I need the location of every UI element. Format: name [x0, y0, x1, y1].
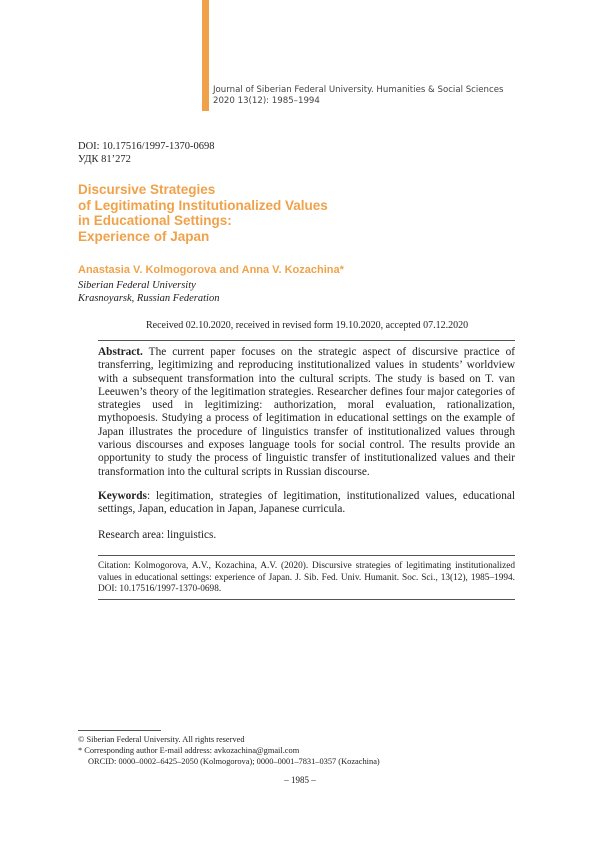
title-line: in Educational Settings: [78, 213, 232, 228]
footnotes [78, 734, 380, 767]
divider [98, 340, 515, 341]
doi: DOI: 10.17516/1997-1370-0698 [78, 141, 215, 152]
article-meta [78, 140, 215, 166]
page-number: – 1985 – [284, 775, 316, 785]
keywords [98, 490, 515, 517]
citation: Citation: Kolmogorova, A.V., Kozachina, A.V. (2020). Discursive strategies of legitimating institutionalized values in educational settings: experience of Japan. J. Sib. Fed. Univ. Humanit. Soc. Sci., 13(12), 1985–1994. DOI: 10.17516/1997-1370-0698. [98, 561, 515, 595]
affiliation [78, 279, 219, 305]
research-area: Research area: linguistics. [98, 529, 217, 541]
authors: Anastasia V. Kolmogorova and Anna V. Kozachina* [78, 264, 344, 276]
location: Krasnoyarsk, Russian Federation [78, 293, 220, 304]
corresponding-author: * Corresponding author E-mail address: avkozachina@gmail.com [78, 746, 300, 755]
title-line: of Legitimating Institutionalized Values [78, 197, 328, 213]
journal-header [213, 85, 504, 107]
udk: УДК 81’272 [78, 154, 131, 165]
divider [98, 599, 515, 600]
institution: Siberian Federal University [78, 280, 196, 291]
keywords-label: Keywords [98, 490, 147, 502]
abstract [98, 346, 515, 479]
title-line: Discursive Strategies [78, 182, 216, 197]
abstract-text: The current paper focuses on the strategic aspect of discursive practice of transferring, legitimizing and reproducing institutionalized values in students’ worldview with a subsequent transformation into the cultural scripts. The study is based on T. van Leeuwen’s theory of the legitimation strategies. Researcher defines four major categories of strategies used in legitimizing: authorization, moral evaluation, rationalization, mythopoesis. Studying a process of legitimation in educational settings on the example of Japan illustrates the procedure of linguistics transfer of institutionalized values through various discourses and exposes language tools for social control. The results provide an opportunity to study the process of linguistic transfer of institutionalized values and their transformation into the cultural scripts in Russian discourse. [98, 346, 516, 478]
copyright: © Siberian Federal University. All rights reserved [78, 735, 245, 744]
divider [98, 555, 515, 556]
footnote-rule [78, 730, 161, 731]
received-dates: Received 02.10.2020, received in revised form 19.10.2020, accepted 07.12.2020 [146, 320, 469, 331]
keywords-text: : legitimation, strategies of legitimation, institutionalized values, educational settings, Japan, education in Japan, Japanese curricula. [98, 490, 515, 516]
article-title [78, 182, 328, 244]
journal-title: Journal of Siberian Federal University. Humanities & Social Sciences [213, 85, 504, 95]
abstract-label: Abstract. [98, 346, 143, 358]
journal-issue: 2020 13(12): 1985–1994 [213, 96, 320, 106]
title-line: Experience of Japan [78, 228, 210, 244]
orcid: ORCID: 0000–0002–6425–2050 (Kolmogorova); 0000–0001–7831–0357 (Kozachina) [88, 757, 380, 766]
accent-bar [202, 0, 209, 111]
